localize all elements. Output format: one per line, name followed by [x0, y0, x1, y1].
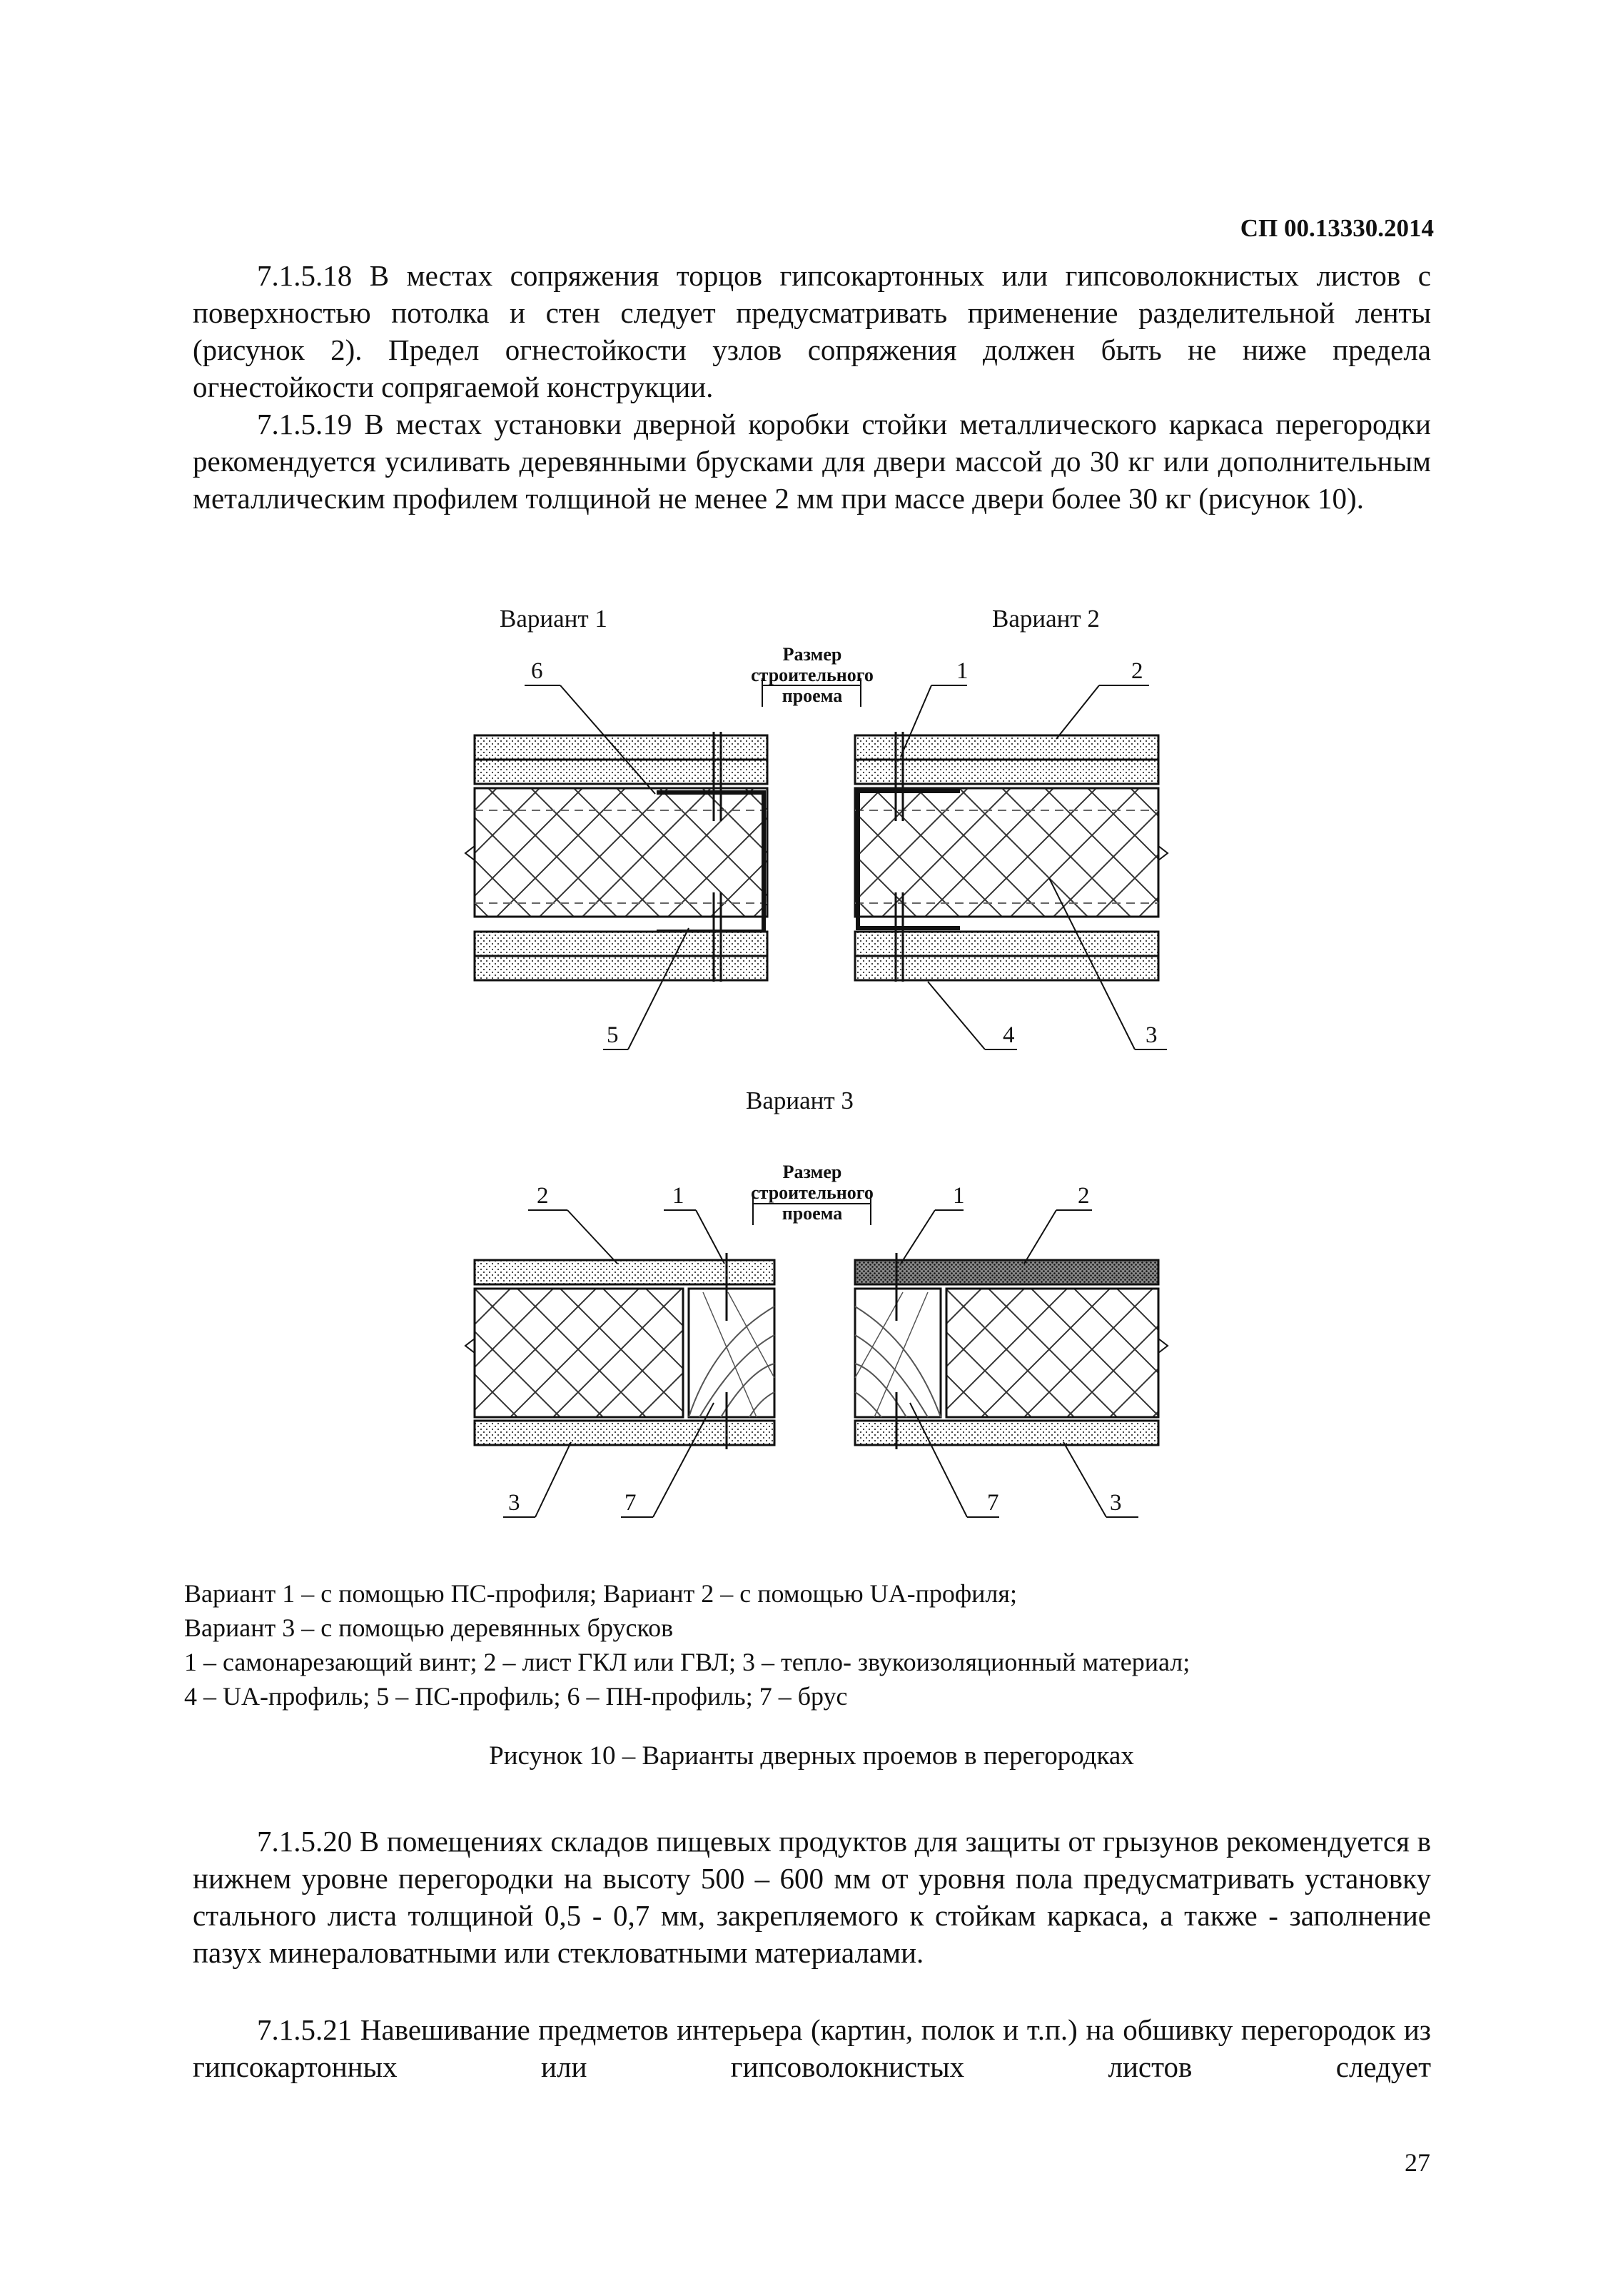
callout-2-top: 2 [1131, 658, 1143, 684]
callout-1-left: 1 [672, 1183, 684, 1209]
svg-text:строительного: строительного [751, 1182, 874, 1203]
variant-3-left-section [465, 1253, 774, 1449]
variant-2-label: Вариант 2 [992, 605, 1100, 633]
svg-text:проема: проема [782, 685, 843, 706]
caption-line-1: Вариант 1 – с помощью ПС-профиля; Вариант 2 – с помощью UA-профиля; [184, 1579, 1017, 1608]
callout-3-right: 3 [1110, 1490, 1122, 1516]
callout-6: 6 [531, 658, 543, 684]
caption-line-2: Вариант 3 – с помощью деревянных брусков [184, 1613, 674, 1642]
variant-1-label: Вариант 1 [500, 605, 607, 633]
callout-1-right: 1 [953, 1183, 965, 1209]
callout-2-right: 2 [1078, 1183, 1090, 1209]
svg-text:Размер: Размер [782, 1162, 842, 1182]
paragraph-7-1-5-20: 7.1.5.20 В помещениях складов пищевых продуктов для защиты от грызунов рекомендуется в нижнем уровне перегородки на высоту 500 – 600 мм от уровня пола предусматривать установку стального листа толщиной 0,5 - 0,7 мм, закрепляемого к стойкам каркаса, а также - заполнение пазух минераловатными или стекловатными материалами. [193, 1825, 1431, 1969]
variant-2-section [855, 732, 1168, 982]
caption-line-3: 1 – самонарезающий винт; 2 – лист ГКЛ или ГВЛ; 3 – тепло- звукоизоляционный материал; [184, 1648, 1190, 1676]
callout-5: 5 [607, 1022, 619, 1048]
svg-text:строительного: строительного [751, 665, 874, 685]
document-code: СП 00.13330.2014 [1240, 214, 1434, 242]
callout-3-top: 3 [1146, 1022, 1158, 1048]
paragraph-7-1-5-21: 7.1.5.21 Навешивание предметов интерьера (картин, полок и т.п.) на обшивку перегородок из гипсокартонных или гипсоволокнистых листов следует [193, 2013, 1431, 2083]
paragraph-7-1-5-19: 7.1.5.19 В местах установки дверной коробки стойки металлического каркаса перегородки рекомендуется усиливать деревянными брусками для двери массой до 30 кг или дополнительным металлическим профилем толщиной не менее 2 мм при массе двери более 30 кг (рисунок 10). [193, 408, 1431, 515]
caption-line-4: 4 – UA-профиль; 5 – ПС-профиль; 6 – ПН-профиль; 7 – брус [184, 1682, 848, 1711]
page-number: 27 [1405, 2148, 1430, 2177]
callout-7-left: 7 [625, 1490, 637, 1516]
callout-4: 4 [1003, 1022, 1015, 1048]
svg-text:проема: проема [782, 1203, 843, 1224]
variant-3-label: Вариант 3 [746, 1087, 854, 1114]
variant-3-right-section [855, 1253, 1168, 1449]
callout-7-right: 7 [987, 1490, 999, 1516]
opening-size-label-top [751, 644, 874, 707]
callout-1-top: 1 [956, 658, 969, 684]
figure-title: Рисунок 10 – Варианты дверных проемов в перегородках [489, 1741, 1134, 1771]
callout-2-left: 2 [537, 1183, 549, 1209]
opening-size-label-bottom [751, 1162, 874, 1225]
variant-1-section [465, 732, 767, 982]
callout-3-left: 3 [508, 1490, 520, 1516]
paragraph-7-1-5-18: 7.1.5.18 В местах сопряжения торцов гипсокартонных или гипсоволокнистых листов с поверхностью потолка и стен следует предусматривать применение разделительной ленты (рисунок 2). Предел огнестойкости узлов сопряжения должен быть не ниже предела огнестойкости сопрягаемой конструкции. [193, 259, 1431, 403]
svg-text:Размер: Размер [782, 644, 842, 665]
